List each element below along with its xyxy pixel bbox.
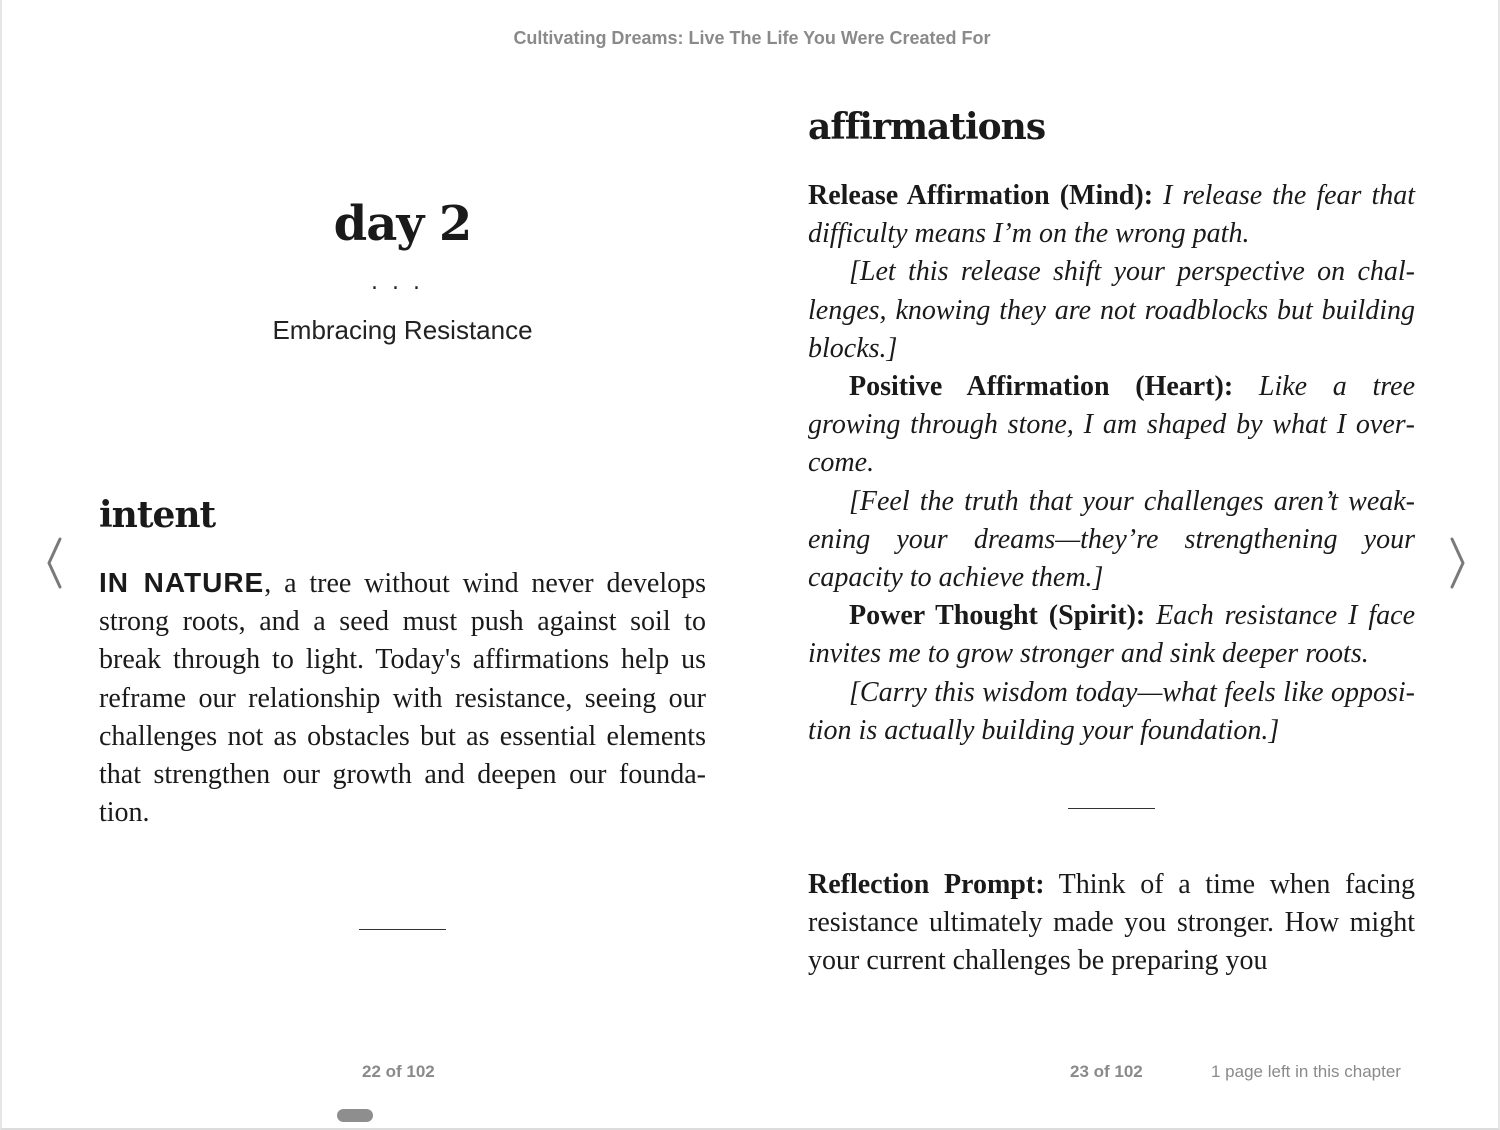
affirmations-block <box>808 177 1415 750</box>
reflection-text: Think of a time when facing resistance ultimately made you stronger. How might your current challenges be preparing you <box>808 869 1415 977</box>
positive-affirmation <box>808 368 1415 483</box>
power-text: Each resistance I face invites me to grow stronger and sink deeper roots. <box>808 600 1416 670</box>
right-page <box>808 0 1415 1130</box>
intent-paragraph <box>99 564 706 832</box>
power-note <box>808 674 1415 750</box>
reflection-prompt <box>808 866 1415 982</box>
intent-lead-caps: IN NATURE <box>99 567 265 598</box>
next-page-button[interactable] <box>1446 535 1470 591</box>
reflection-label: Reflection Prompt: <box>808 869 1045 900</box>
previous-page-button[interactable] <box>42 535 66 591</box>
release-affirmation <box>808 177 1415 253</box>
positive-note-text: [Feel the truth that your challenges aren’t weakening your dreams—they’re strengthening your capacity to achieve them.] <box>808 485 1415 594</box>
positive-label: Positive Affirmation (Heart): <box>849 371 1234 403</box>
positive-text: Like a tree growing through stone, I am shaped by what I overcome. <box>808 371 1415 479</box>
power-note-text: [Carry this wisdom today—what feels like opposition is actually building your foundation.] <box>808 676 1415 746</box>
book-title: Cultivating Dreams: Live The Life You Were Created For <box>513 28 991 48</box>
affirmations-heading: affirmations <box>808 106 1046 148</box>
release-note-text: [Let this release shift your perspective on challenges, knowing they are not roadblocks but building blocks.] <box>808 256 1415 364</box>
chevron-left-icon <box>42 535 66 591</box>
chapter-pages-left: 1 page left in this chapter <box>1211 1062 1401 1081</box>
left-page <box>99 0 706 1130</box>
power-thought <box>808 597 1415 673</box>
day-title: day 2 <box>333 196 472 252</box>
section-divider <box>1068 808 1155 809</box>
intent-heading: intent <box>99 494 216 536</box>
intent-text: , a tree without wind never develops strong roots, and a seed must push against soil to break through to light. Today's affirmations help us reframe our relationship with resistance, seeing our challenges not as obstacles but as essential elements that strengthen our growth and deepen our foundation. <box>99 568 706 829</box>
power-label: Power Thought (Spirit): <box>849 600 1146 632</box>
section-divider <box>359 929 446 930</box>
chevron-right-icon <box>1446 535 1470 591</box>
left-page-number: 22 of 102 <box>362 1062 435 1081</box>
right-page-number: 23 of 102 <box>1070 1062 1143 1081</box>
release-label: Release Affirmation (Mind): <box>808 180 1154 211</box>
title-separator: ... <box>371 270 434 295</box>
page-scrubber-handle[interactable] <box>337 1109 373 1122</box>
release-note <box>808 253 1415 368</box>
day-subtitle: Embracing Resistance <box>272 315 533 345</box>
release-text: I release the fear that difficulty means I’m on the wrong path. <box>808 180 1415 250</box>
positive-note <box>808 483 1415 598</box>
